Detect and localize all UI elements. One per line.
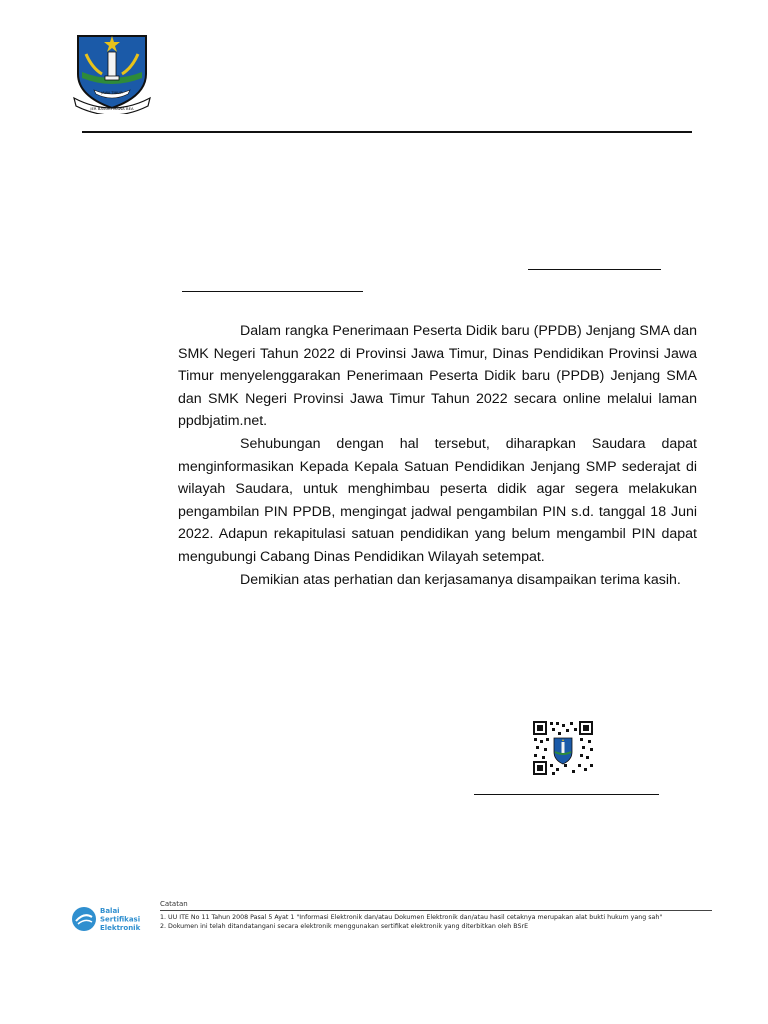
- bsre-text-sertifikasi: Sertifikasi: [100, 915, 141, 924]
- signature-line: [474, 794, 659, 795]
- note-electronic-signature: 2. Dokumen ini telah ditandatangani secara elektronik menggunakan sertifikat elektronik yang diterbitkan oleh BSrE: [160, 923, 529, 930]
- paragraph-request: Sehubungan dengan hal tersebut, diharapkan Saudara dapat menginformasikan Kepada Kepala Satuan Pendidikan Jenjang SMP sederajat di wilayah Saudara, untuk menghimbau peserta didik agar segera melakukan pengambilan PIN PPDB, mengingat jadwal pengambilan PIN s.d. tanggal 18 Juni 2022. Adapun rekapitulasi satuan pendidikan yang belum mengambil PIN dapat mengubungi Cabang Dinas Pendidikan Wilayah setempat.: [178, 435, 697, 565]
- notes-divider: [160, 910, 712, 911]
- footer-notes: [160, 900, 712, 931]
- bsre-text-balai: Balai: [100, 907, 120, 915]
- qr-code-signature: [532, 720, 594, 776]
- letter-body: [178, 320, 697, 591]
- bsre-logo: [70, 904, 158, 934]
- redacted-date-line: [528, 269, 661, 270]
- note-ite-law: 1. UU ITE No 11 Tahun 2008 Pasal 5 Ayat 1 "Informasi Elektronik dan/atau Dokumen Elektronik dan/atau hasil cetaknya merupakan alat bukti hukum yang sah": [160, 914, 663, 921]
- redacted-recipient-line: [182, 291, 363, 292]
- crest-ribbon-text: JER BASUKI MAWA BEA: [90, 106, 134, 111]
- jawa-timur-crest-logo: [72, 28, 152, 114]
- letterhead-divider: [82, 131, 692, 133]
- paragraph-intro: Dalam rangka Penerimaan Peserta Didik baru (PPDB) Jenjang SMA dan SMK Negeri Tahun 2022 di Provinsi Jawa Timur, Dinas Pendidikan Provinsi Jawa Timur menyelenggarakan Penerimaan Peserta Didik baru (PPDB) Jenjang SMA dan SMK Negeri Provinsi Jawa Timur Tahun 2022 secara online melalui laman ppdbjatim.net.: [178, 323, 697, 430]
- crest-motto-text: JAWA TIMUR: [101, 91, 123, 95]
- notes-heading: Catatan: [160, 900, 188, 908]
- paragraph-closing: Demikian atas perhatian dan kerjasamanya disampaikan terima kasih.: [240, 571, 681, 588]
- bsre-text-elektronik: Elektronik: [100, 924, 141, 932]
